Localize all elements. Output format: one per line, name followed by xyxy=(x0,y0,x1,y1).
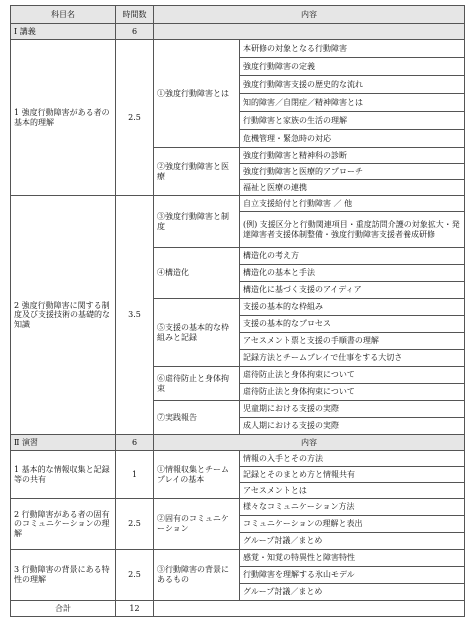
content-item: 本研修の対象となる行動障害 xyxy=(240,40,465,58)
content-item: 情報の入手とその方法 xyxy=(240,451,465,467)
subject-column-header: 科目名 xyxy=(11,6,116,24)
content-column-header: 内容 xyxy=(154,6,465,24)
content-item: グループ討議／まとめ xyxy=(240,533,465,550)
content-group-title: ①強度行動障害とは xyxy=(154,40,240,148)
total-label: 合計 xyxy=(11,601,116,617)
practice-subject-name: 2 行動障害がある者の固有のコミュニケーションの理解 xyxy=(11,499,116,550)
content-item: 福祉と医療の連携 xyxy=(240,180,465,196)
content-group-title: ②固有のコミュニケーション xyxy=(154,499,240,550)
content-item: 行動障害を理解する氷山モデル xyxy=(240,567,465,584)
content-item: 虐待防止法と身体拘束について xyxy=(240,367,465,384)
lecture-subject-hours: 3.5 xyxy=(116,196,154,435)
content-group-title: ⑦実践報告 xyxy=(154,401,240,435)
content-item: コミュニケーションの理解と表出 xyxy=(240,516,465,533)
practice-subject-hours: 2.5 xyxy=(116,499,154,550)
content-group-title: ⑤支援の基本的な枠組みと記録 xyxy=(154,299,240,367)
content-item: 成人期における支援の実際 xyxy=(240,418,465,435)
content-item: 構造化の考え方 xyxy=(240,248,465,265)
content-item: グループ討議／まとめ xyxy=(240,584,465,601)
content-group-title: ②強度行動障害と医療 xyxy=(154,148,240,196)
content-item: (例) 支援区分と行動関連項目・重度訪問介護の対象拡大・発達障害者支援体制整備・強度行動障害支援者養成研修 xyxy=(240,212,465,248)
content-item: アセスメント票と支援の手順書の理解 xyxy=(240,333,465,350)
content-group-title: ①情報収集とチームプレイの基本 xyxy=(154,451,240,499)
content-item: 構造化の基本と手法 xyxy=(240,265,465,282)
total-spacer xyxy=(154,601,465,617)
content-item: 自立支援給付と行動障害 ／ 他 xyxy=(240,196,465,212)
lecture-subject-name: 1 強度行動障害がある者の基本的理解 xyxy=(11,40,116,196)
content-item: 行動障害と家族の生活の理解 xyxy=(240,112,465,130)
content-item: 危機管理・緊急時の対応 xyxy=(240,130,465,148)
hours-column-header: 時間数 xyxy=(116,6,154,24)
practice-subject-name: 1 基本的な情報収集と記録等の共有 xyxy=(11,451,116,499)
content-item: 様々なコミュニケーション方法 xyxy=(240,499,465,516)
lecture-section-hours: 6 xyxy=(116,24,154,40)
content-item: 強度行動障害支援の歴史的な流れ xyxy=(240,76,465,94)
practice-subject-hours: 1 xyxy=(116,451,154,499)
lecture-section-spacer xyxy=(154,24,465,40)
content-item: 強度行動障害の定義 xyxy=(240,58,465,76)
content-group-title: ③行動障害の背景にあるもの xyxy=(154,550,240,601)
lecture-subject-hours: 2.5 xyxy=(116,40,154,196)
content-item: 児童期における支援の実際 xyxy=(240,401,465,418)
content-item: 知的障害／自閉症／精神障害とは xyxy=(240,94,465,112)
content-item: 支援の基本的なプロセス xyxy=(240,316,465,333)
content-item: 記録とそのまとめ方と情報共有 xyxy=(240,467,465,483)
content-item: 強度行動障害と医療的アプローチ xyxy=(240,164,465,180)
content-item: 記録方法とチームプレイで仕事をする大切さ xyxy=(240,350,465,367)
practice-subject-hours: 2.5 xyxy=(116,550,154,601)
lecture-section-title: Ⅰ 講義 xyxy=(11,24,116,40)
content-item: 強度行動障害と精神科の診断 xyxy=(240,148,465,164)
content-group-title: ③強度行動障害と制度 xyxy=(154,196,240,248)
practice-section-title: Ⅱ 演習 xyxy=(11,435,116,451)
total-hours: 12 xyxy=(116,601,154,617)
content-item: 虐待防止法と身体拘束について xyxy=(240,384,465,401)
practice-section-hours: 6 xyxy=(116,435,154,451)
lecture-subject-name: 2 強度行動障害に関する制度及び支援技術の基礎的な知識 xyxy=(11,196,116,435)
content-group-title: ④構造化 xyxy=(154,248,240,299)
practice-subject-name: 3 行動障害の背景にある特性の理解 xyxy=(11,550,116,601)
practice-content-header: 内容 xyxy=(154,435,465,451)
content-item: 感覚・知覚の特異性と障害特性 xyxy=(240,550,465,567)
content-item: 支援の基本的な枠組み xyxy=(240,299,465,316)
content-group-title: ⑥虐待防止と身体拘束 xyxy=(154,367,240,401)
curriculum-table xyxy=(10,5,465,617)
content-item: 構造化に基づく支援のアイディア xyxy=(240,282,465,299)
content-item: アセスメントとは xyxy=(240,483,465,499)
